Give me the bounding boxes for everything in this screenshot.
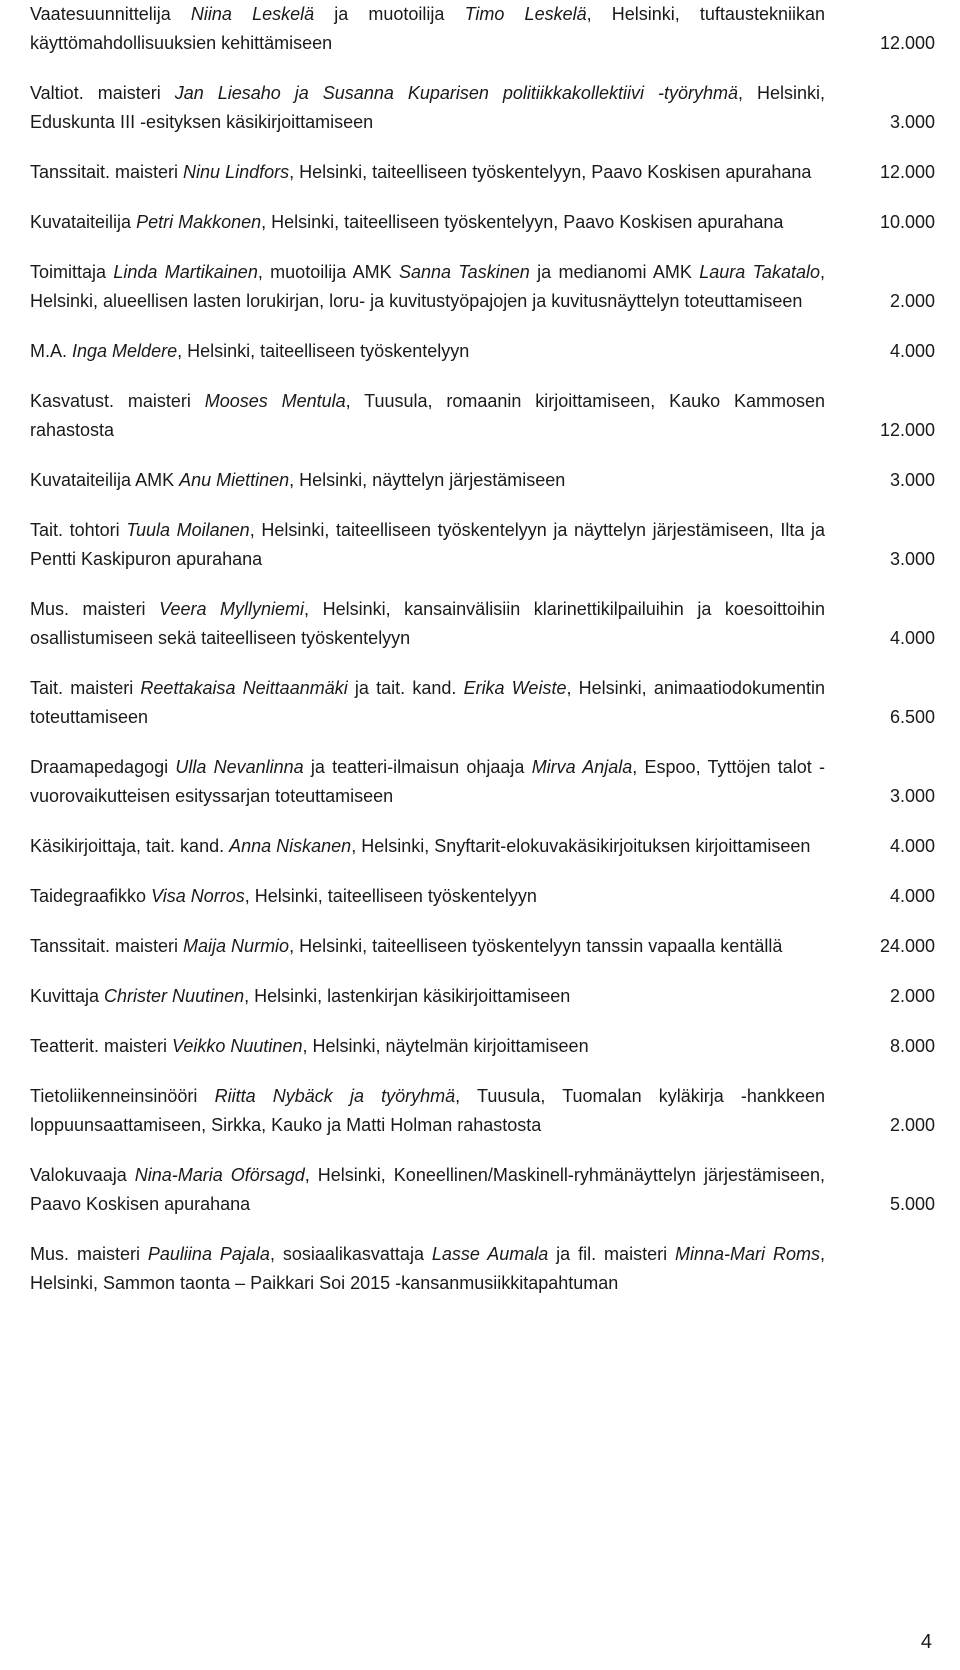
description-text: , Helsinki, animaatiodokumentin toteuttamiseen (30, 678, 825, 727)
description-text: ja tait. kand. (347, 678, 464, 698)
description-text: , muotoilija AMK (257, 262, 399, 282)
grant-amount: 12.000 (879, 33, 935, 53)
document-page (30, 0, 935, 1298)
grant-entry (30, 466, 935, 495)
grant-amount: 5.000 (889, 1194, 935, 1214)
description-text: , sosiaalikasvattaja (269, 1244, 432, 1264)
grant-amount: 4.000 (889, 836, 935, 856)
recipient-name: Pauliina Pajala (147, 1244, 270, 1264)
recipient-name: Petri Makkonen (136, 212, 262, 232)
description-text: Teatterit. maisteri (30, 1036, 173, 1056)
grant-entry (30, 1032, 935, 1061)
recipient-name: Reettakaisa Neittaanmäki (140, 678, 348, 698)
description-text: ja medianomi AMK (529, 262, 700, 282)
grant-entry (30, 832, 935, 861)
grant-amount: 2.000 (889, 291, 935, 311)
recipient-name: Veikko Nuutinen (172, 1036, 303, 1056)
grant-description (30, 1032, 589, 1061)
grant-entry (30, 1161, 935, 1219)
description-text: Valtiot. maisteri (30, 83, 175, 103)
description-text: Mus. maisteri (30, 1244, 148, 1264)
recipient-name: Nina-Maria Oförsagd (134, 1165, 305, 1185)
grant-amount: 2.000 (889, 986, 935, 1006)
recipient-name: Ulla Nevanlinna (175, 757, 304, 777)
grant-amount: 3.000 (889, 112, 935, 132)
description-text: , Helsinki, taiteelliseen työskentelyyn ja näyttelyn järjestämiseen, Ilta ja Pentti Kaskipuron apurahana (30, 520, 825, 569)
grant-description (30, 1161, 825, 1219)
description-text: Tanssitait. maisteri (30, 936, 184, 956)
description-text: , Helsinki, taiteelliseen työskentelyyn, Paavo Koskisen apurahana (289, 162, 812, 182)
description-text: ja muotoilija (314, 4, 465, 24)
description-text: , Helsinki, taiteelliseen työskentelyyn tanssin vapaalla kentällä (289, 936, 783, 956)
grant-description (30, 158, 811, 187)
recipient-name: Anna Niskanen (229, 836, 352, 856)
description-text: Tait. maisteri (30, 678, 141, 698)
grant-entry (30, 595, 935, 653)
grant-description (30, 1240, 825, 1298)
description-text: Kuvataiteilija AMK (30, 470, 180, 490)
grant-description (30, 832, 810, 861)
grant-entry (30, 882, 935, 911)
description-text: M.A. (30, 341, 73, 361)
grant-entry (30, 674, 935, 732)
grant-entry (30, 158, 935, 187)
grant-amount: 4.000 (889, 341, 935, 361)
grant-amount: 4.000 (889, 628, 935, 648)
grant-amount: 12.000 (879, 162, 935, 182)
recipient-name: Minna-Mari Roms (675, 1244, 820, 1264)
grant-amount: 3.000 (889, 470, 935, 490)
grant-entry (30, 932, 935, 961)
grant-entry (30, 79, 935, 137)
grant-amount: 24.000 (879, 936, 935, 956)
description-text: ja teatteri-ilmaisun ohjaaja (303, 757, 532, 777)
grant-description (30, 674, 825, 732)
description-text: , Helsinki, Sammon taonta – Paikkari Soi 2015 -kansanmusiikkitapahtuman (30, 1244, 825, 1293)
description-text: , Espoo, Tyttöjen talot -vuorovaikutteisen esityssarjan toteuttamiseen (30, 757, 825, 806)
description-text: , Helsinki, alueellisen lasten lorukirjan, loru- ja kuvitustyöpajojen ja kuvitusnäyttelyn toteuttamiseen (30, 262, 825, 311)
grant-description (30, 982, 570, 1011)
recipient-name: Lasse Aumala (431, 1244, 549, 1264)
description-text: , Helsinki, lastenkirjan käsikirjoittamiseen (244, 986, 571, 1006)
description-text: , Helsinki, taiteelliseen työskentelyyn (244, 886, 537, 906)
grant-description (30, 79, 825, 137)
grant-entry (30, 1240, 935, 1298)
description-text: , Helsinki, kansainvälisiin klarinettikilpailuihin ja koesoittoihin osallistumiseen sekä taiteelliseen työskentelyyn (30, 599, 825, 648)
description-text: Valokuvaaja (30, 1165, 135, 1185)
recipient-name: Mirva Anjala (531, 757, 633, 777)
recipient-name: Veera Myllyniemi (159, 599, 305, 619)
recipient-name: Tuula Moilanen (126, 520, 250, 540)
grant-description (30, 387, 825, 445)
grant-amount: 4.000 (889, 886, 935, 906)
grant-amount: 3.000 (889, 786, 935, 806)
grant-description (30, 595, 825, 653)
recipient-name: Christer Nuutinen (104, 986, 245, 1006)
grant-entry (30, 982, 935, 1011)
description-text: Käsikirjoittaja, tait. kand. (30, 836, 230, 856)
description-text: , Tuusula, romaanin kirjoittamiseen, Kauko Kammosen rahastosta (30, 391, 825, 440)
recipient-name: Riitta Nybäck ja työryhmä (214, 1086, 456, 1106)
grant-amount: 2.000 (889, 1115, 935, 1135)
grant-entry (30, 516, 935, 574)
grant-description (30, 882, 537, 911)
recipient-name: Jan Liesaho ja Susanna Kuparisen politiikkakollektiivi -työryhmä (174, 83, 738, 103)
description-text: , Helsinki, näyttelyn järjestämiseen (289, 470, 566, 490)
recipient-name: Laura Takatalo (699, 262, 820, 282)
description-text: Tait. tohtori (30, 520, 127, 540)
grant-entry (30, 387, 935, 445)
grant-description (30, 753, 825, 811)
grant-description (30, 258, 825, 316)
recipient-name: Mooses Mentula (204, 391, 346, 411)
description-text: Kasvatust. maisteri (30, 391, 205, 411)
description-text: Toimittaja (30, 262, 114, 282)
recipient-name: Timo Leskelä (464, 4, 587, 24)
grant-amount: 10.000 (879, 212, 935, 232)
recipient-name: Erika Weiste (463, 678, 567, 698)
grant-entry (30, 337, 935, 366)
description-text: Vaatesuunnittelija (30, 4, 191, 24)
recipient-name: Ninu Lindfors (183, 162, 290, 182)
description-text: Tanssitait. maisteri (30, 162, 184, 182)
grant-entry (30, 1082, 935, 1140)
grant-entry (30, 0, 935, 58)
description-text: , Helsinki, taiteelliseen työskentelyyn, Paavo Koskisen apurahana (261, 212, 784, 232)
grant-amount: 12.000 (879, 420, 935, 440)
grant-amount: 6.500 (889, 707, 935, 727)
grant-description (30, 466, 565, 495)
description-text: Draamapedagogi (30, 757, 176, 777)
grant-amount: 3.000 (889, 549, 935, 569)
description-text: , Helsinki, tuftaustekniikan käyttömahdollisuuksien kehittämiseen (30, 4, 825, 53)
grant-description (30, 1082, 825, 1140)
grant-entry (30, 753, 935, 811)
grant-description (30, 0, 825, 58)
recipient-name: Sanna Taskinen (398, 262, 530, 282)
page-number: 4 (920, 1631, 932, 1653)
grant-entry (30, 208, 935, 237)
description-text: Kuvittaja (30, 986, 105, 1006)
grant-entry (30, 258, 935, 316)
grant-amount: 8.000 (889, 1036, 935, 1056)
grant-description (30, 337, 469, 366)
description-text: Kuvataiteilija (30, 212, 137, 232)
description-text: , Helsinki, taiteelliseen työskentelyyn (177, 341, 470, 361)
description-text: Mus. maisteri (30, 599, 160, 619)
grant-description (30, 516, 825, 574)
recipient-name: Visa Norros (151, 886, 245, 906)
description-text: , Tuusula, Tuomalan kyläkirja -hankkeen loppuunsaattamiseen, Sirkka, Kauko ja Matti Holman rahastosta (30, 1086, 825, 1135)
recipient-name: Maija Nurmio (183, 936, 290, 956)
recipient-name: Inga Meldere (72, 341, 178, 361)
description-text: , Helsinki, Snyftarit-elokuvakäsikirjoituksen kirjoittamiseen (351, 836, 811, 856)
description-text: , Helsinki, näytelmän kirjoittamiseen (302, 1036, 589, 1056)
grant-description (30, 208, 783, 237)
description-text: Tietoliikenneinsinööri (30, 1086, 215, 1106)
recipient-name: Anu Miettinen (179, 470, 290, 490)
grant-list (30, 0, 935, 1298)
description-text: ja fil. maisteri (548, 1244, 676, 1264)
recipient-name: Linda Martikainen (113, 262, 258, 282)
grant-description (30, 932, 782, 961)
recipient-name: Niina Leskelä (190, 4, 315, 24)
description-text: , Helsinki, Eduskunta III -esityksen käsikirjoittamiseen (30, 83, 825, 132)
description-text: , Helsinki, Koneellinen/Maskinell-ryhmänäyttelyn järjestämiseen, Paavo Koskisen apurahana (30, 1165, 826, 1214)
description-text: Taidegraafikko (30, 886, 152, 906)
